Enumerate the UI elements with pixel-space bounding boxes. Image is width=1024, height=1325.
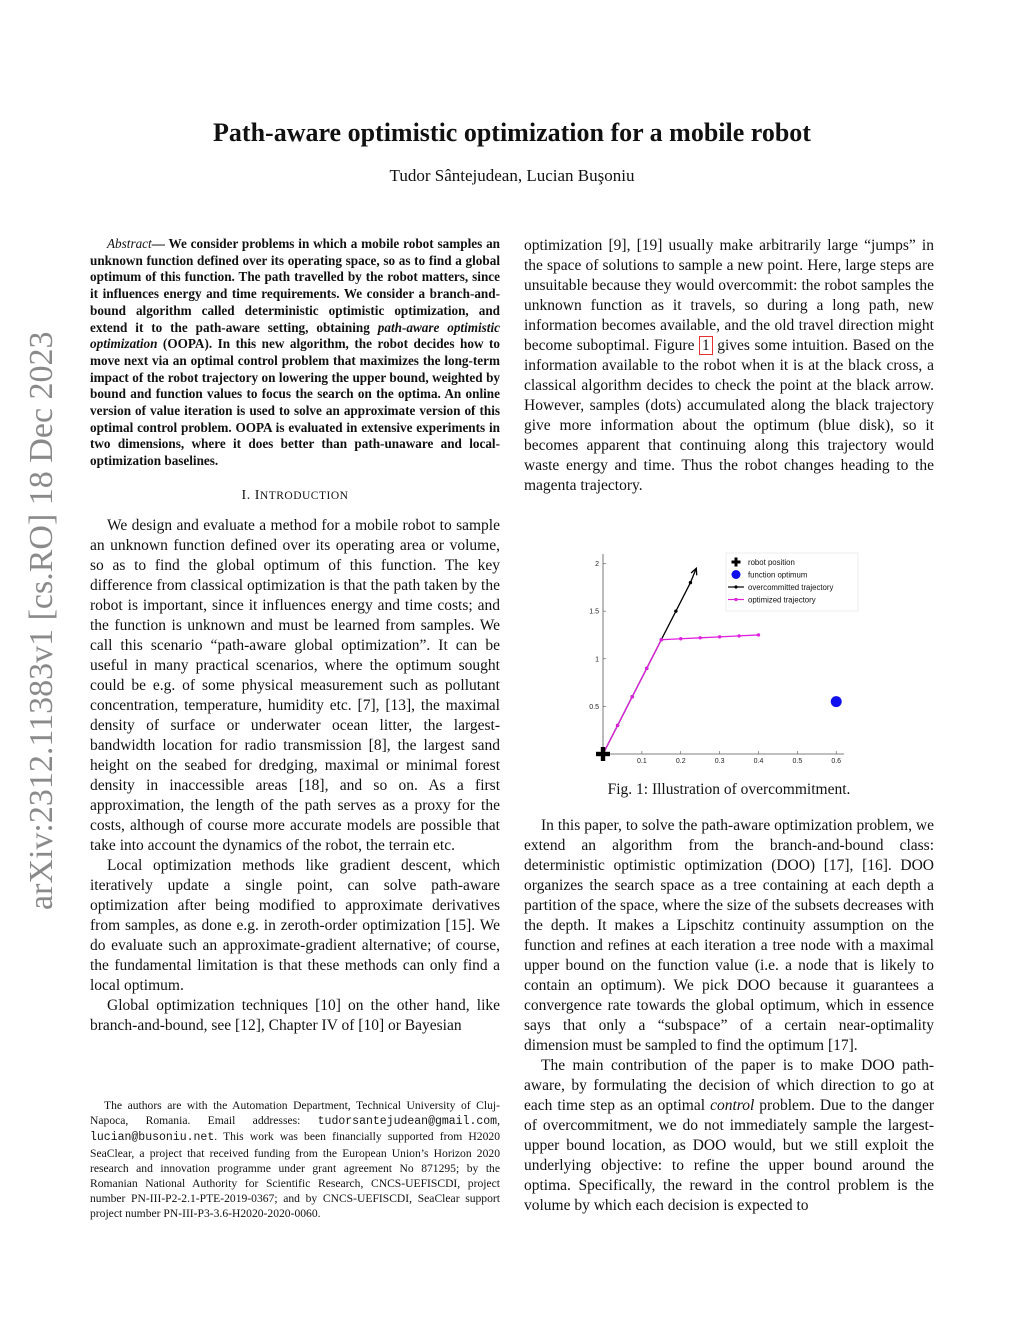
footnote-text-1: The authors are with the Automation Department, Technical University of Cluj-Napoca, Romania. Email addresses: [90, 1099, 500, 1128]
right-text-2: gives some intuition. Based on the information available to the robot when it is at the black cross, a classical algorithm decides to check the point at the black arrow. However, samples (dots) accumulated along the black trajectory give more information about the optimum (blue disk), so it becomes apparent that continuing along this trajectory would waste energy and time. Thus the robot changes heading to the magenta trajectory. [524, 337, 934, 494]
figure-caption: Fig. 1: Illustration of overcommitment. [607, 781, 851, 798]
left-column [90, 236, 500, 1036]
data-point [674, 609, 677, 612]
data-point [698, 636, 701, 639]
intro-paragraph-1: We design and evaluate a method for a mobile robot to sample an unknown function defined over its operating area or volume, so as to find the global optimum of this function. The key difference from classical optimization is that the path taken by the robot is important, since it influences energy and time costs; and the function is unknown and must be learned from samples. We call this scenario “path-aware global optimization”. It can be useful in many practical scenarios, where the optimum sought could be e.g. of some physical measurement such as pollutant concentration, temperature, humidity etc. [7], [13], the maximal density of surface or underwater ocean litter, the largest-bandwidth location for radio transmission [8], the largest sand height on the seabed for dredging, maximal or minimal forest density in inaccessible areas [18], and so on. As a first approximation, the length of the path serves as a proxy for the costs, although of course more accurate models are possible that take into account the dynamics of the robot, the terrain etc. [90, 516, 500, 854]
legend-label: robot position [748, 557, 795, 567]
last-text-1: The main contribution of the paper is to make DOO path-aware, by formulating the decision of which direction to go at each time step as an optimal [524, 1057, 934, 1114]
intro-paragraph-2: Local optimization methods like gradient descent, which iteratively update a single point, can solve path-aware optimization after being modified to approximate derivatives from samples, as done e.g. in zeroth-order optimization [15]. We do evaluate such an approximate-gradient alternative; of course, the fundamental limitation is that these methods can only find a local optimum. [90, 856, 500, 994]
data-point [757, 633, 760, 636]
last-text-2: problem. Due to the danger of overcommitment, we do not immediately sample the largest-upper bound location, as DOO would, but we still exploit the underlying objective: to refine the upper bound around the optima. Specifically, the reward in the control problem is the volume by which each decision is expected to [524, 1097, 934, 1214]
email-link-1[interactable]: tudorsantejudean@gmail.com [317, 1115, 498, 1129]
footnote [90, 1098, 500, 1222]
legend-label: overcommitted trajectory [748, 582, 834, 592]
email-link-2[interactable]: lucian@busoniu.net [90, 1131, 215, 1145]
right-paragraph-1 [524, 236, 934, 496]
section-initial: I [254, 487, 260, 503]
legend-disk-icon [732, 570, 741, 579]
arxiv-identifier: arXiv:2312.11383v1 [cs.RO] 18 Dec 2023 [23, 331, 60, 910]
x-tick-label: 0.4 [753, 758, 764, 765]
data-point [645, 667, 648, 670]
y-tick-label: 0.5 [589, 703, 599, 711]
abstract-label: Abstract [107, 236, 152, 251]
section-heading-introduction [90, 486, 500, 506]
footnote-text [90, 1098, 500, 1222]
data-point [630, 695, 633, 698]
last-emphasis: control [710, 1097, 755, 1114]
x-tick-label: 0.2 [675, 758, 686, 765]
abstract-text-2: (OOPA). In this new algorithm, the robot decides how to move next via an optimal control problem that maximizes the long-term impact of the robot trajectory on lowering the upper bound, weighted by bound and function values to focus the search on the optima. An online version of value iteration is used to solve an approximate version of this optimal control problem. OOPA is evaluated in extensive experiments in two dimensions, where it does better than path-unaware and local-optimization baselines. [90, 336, 500, 469]
data-point [660, 638, 663, 641]
right-column-bottom [524, 816, 934, 1216]
legend-dot-icon [734, 585, 737, 588]
section-numeral: I. [241, 487, 255, 503]
y-tick-label: 1.5 [589, 608, 599, 616]
abstract-dash: — [151, 236, 169, 251]
x-tick-label: 0.3 [714, 758, 725, 765]
figure-reference-link[interactable]: 1 [699, 336, 713, 355]
arxiv-stamp [10, 300, 64, 920]
right-paragraph-3 [524, 1056, 934, 1216]
right-column-top [524, 236, 934, 496]
section-rest: NTRODUCTION [259, 489, 349, 502]
footnote-text-2: . This work was been financially supported from H2020 SeaClear, a project that received funding from the European Union’s Horizon 2020 research and innovation programme under grant agreement No 871295; by the Romanian National Authority for Scientific Research, CNCS-UEFISCDI, project number PN-III-P2-2.1-PTE-2019-0367; and by CNCS-UEFISCDI, SeaClear support project number PN-III-P3-3.6-H2020-2020-0060. [90, 1130, 500, 1221]
legend-label: function optimum [748, 570, 808, 580]
author-list: Tudor Sântejudean, Lucian Buşoniu [389, 166, 635, 185]
abstract [90, 236, 500, 470]
footnote-sep: , [497, 1114, 500, 1128]
data-point [737, 634, 740, 637]
figure-1-chart [560, 548, 880, 770]
data-point [616, 724, 619, 727]
function-optimum-marker [831, 696, 842, 707]
x-tick-label: 0.6 [831, 758, 842, 765]
abstract-text-1: We consider problems in which a mobile robot samples an unknown function defined over its operating space, so as to find a global optimum of this function. The path travelled by the robot matters, since it influences energy and time requirements. We consider a branch-and-bound algorithm called deterministic optimistic optimization, and extend it to the path-aware setting, obtaining [90, 236, 500, 335]
legend-dot-icon [734, 598, 737, 601]
chart-legend [726, 553, 858, 611]
x-tick-group [637, 751, 841, 765]
series-line-optimized [603, 635, 758, 754]
abstract-emphasis: path-aware optimistic optimization [90, 319, 500, 352]
data-point [718, 635, 721, 638]
data-point [679, 637, 682, 640]
robot-cross-vertical [601, 747, 605, 761]
right-paragraph-2: In this paper, to solve the path-aware optimization problem, we extend an algorithm from the branch-and-bound class: deterministic optimistic optimization (DOO) [17], [16]. DOO organizes the search space as a tree containing at each depth a partition of the space, where the size of the subsets decreases with the depth. It makes a Lipschitz continuity assumption on the function and refines at each iteration a tree node with a maximal upper bound on the function value (i.e. a node that is likely to contain an optimum). We pick DOO because it guarantees a convergence rate towards the global optimum, which in essence says that only a “subspace” of a certain near-optimality dimension must be sampled to find the optimum [17]. [524, 817, 934, 1054]
x-tick-label: 0.1 [637, 758, 647, 765]
paper-title: Path-aware optimistic optimization for a mobile robot [213, 118, 811, 147]
legend-cross-icon [735, 558, 738, 567]
y-tick-group [589, 561, 606, 711]
legend-label: optimized trajectory [748, 595, 816, 605]
intro-paragraph-3: Global optimization techniques [10] on the other hand, like branch-and-bound, see [12], Chapter IV of [10] or Bayesian [90, 996, 500, 1034]
right-text-1: optimization [9], [19] usually make arbitrarily large “jumps” in the space of solutions to sample a new point. Here, large steps are unsuitable because they would overcommit: the robot samples the unknown function as it travels, so during a long path, new information becomes available, and the old travel direction might become suboptimal. Figure [524, 237, 934, 354]
y-tick-label: 2 [595, 561, 599, 569]
x-tick-label: 0.5 [792, 758, 803, 765]
y-tick-label: 1 [595, 656, 599, 664]
